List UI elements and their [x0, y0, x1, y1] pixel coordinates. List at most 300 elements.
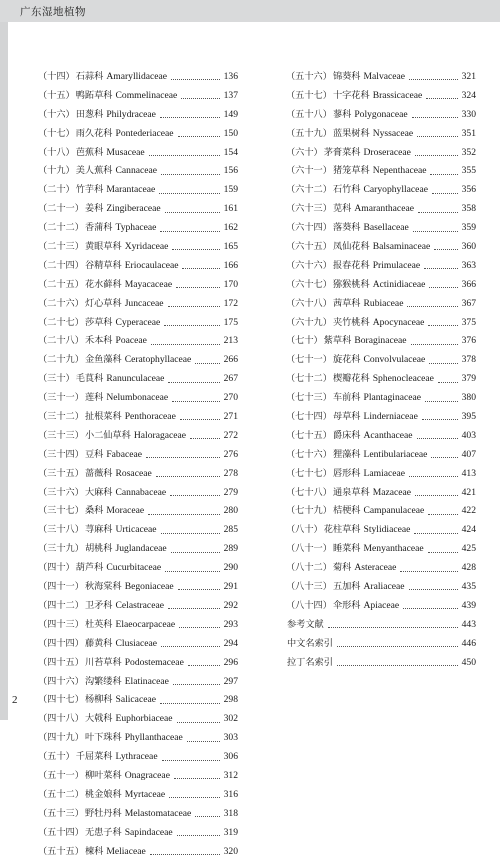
dot-leader: [438, 381, 458, 383]
entry-number: （四十五）: [38, 656, 84, 668]
dot-leader: [173, 683, 220, 685]
toc-entry: [38, 597, 238, 616]
toc-column-right: [286, 68, 476, 673]
entry-number: （二十六）: [38, 297, 84, 309]
dot-leader: [172, 400, 220, 402]
entry-number: （八十三）: [286, 581, 332, 593]
family-name-latin: Typhaceae: [115, 222, 157, 234]
toc-entry: [38, 427, 238, 446]
toc-entry: [286, 144, 476, 163]
entry-page-number: 170: [223, 278, 238, 290]
entry-page-number: 330: [461, 108, 476, 120]
entry-number: （十九）: [38, 165, 75, 177]
family-name-latin: Juncaceae: [124, 297, 164, 309]
entry-number: （八十四）: [286, 599, 332, 611]
entry-page-number: 356: [461, 184, 476, 196]
dot-leader: [177, 834, 220, 836]
toc-entry: [38, 786, 238, 805]
toc-entry: [38, 332, 238, 351]
toc-entry: [38, 389, 238, 408]
toc-entry: [286, 465, 476, 484]
toc-entry: [38, 559, 238, 578]
entry-number: （六十九）: [286, 316, 332, 328]
family-name-cn: 谷精草科: [84, 259, 122, 271]
family-name-latin: Primulaceae: [372, 259, 421, 271]
entry-page-number: 318: [223, 807, 238, 819]
dot-leader: [169, 796, 219, 798]
toc-entry: [38, 635, 238, 654]
entry-page-number: 439: [461, 599, 476, 611]
family-name-latin: Boraginaceae: [354, 335, 407, 347]
dot-leader: [170, 494, 220, 496]
entry-number: （三十一）: [38, 392, 84, 404]
entry-page-number: 443: [461, 618, 476, 630]
entry-number: （六十八）: [286, 297, 332, 309]
header-bar: [0, 0, 500, 22]
dot-leader: [148, 513, 219, 515]
entry-page-number: 355: [461, 165, 476, 177]
dot-leader: [409, 78, 458, 80]
toc-entry: [38, 805, 238, 824]
toc-entry: [38, 767, 238, 786]
toc-entry: [286, 125, 476, 144]
entry-number: （四十）: [38, 562, 75, 574]
family-name-latin: Nelumbonaceae: [106, 392, 169, 404]
entry-page-number: 294: [223, 637, 238, 649]
dot-leader: [176, 286, 220, 288]
entry-page-number: 352: [461, 146, 476, 158]
family-name-latin: Rubiaceae: [363, 297, 404, 309]
family-name-cn: 落葵科: [332, 222, 361, 234]
entry-number: （二十二）: [38, 222, 84, 234]
family-name-latin: Mayacaceae: [124, 278, 173, 290]
entry-number: （五十四）: [38, 826, 84, 838]
toc-column-left: [38, 68, 238, 861]
family-name-cn: 千屈菜科: [75, 751, 113, 763]
family-name-latin: Urticaceae: [115, 524, 157, 536]
dot-leader: [411, 343, 458, 345]
entry-page-number: 395: [461, 411, 476, 423]
entry-number: （七十一）: [286, 354, 332, 366]
page-number: 2: [12, 694, 18, 706]
family-name-cn: 楔瓣花科: [332, 373, 370, 385]
toc-entry: [38, 465, 238, 484]
entry-number: （七十）: [286, 335, 323, 347]
family-name-cn: 无患子科: [84, 826, 122, 838]
dot-leader: [337, 645, 458, 647]
family-name-cn: 灯心草科: [84, 297, 122, 309]
family-name-latin: Apiaceae: [363, 599, 400, 611]
family-name-latin: Elaeocarpaceae: [115, 618, 176, 630]
toc-entry: [286, 181, 476, 200]
family-name-latin: Poaceae: [115, 335, 147, 347]
dot-leader: [149, 154, 220, 156]
toc-entry: [38, 843, 238, 861]
toc-entry: [286, 257, 476, 276]
entry-number: （十六）: [38, 108, 75, 120]
entry-number: （四十四）: [38, 637, 84, 649]
toc-entry: [38, 87, 238, 106]
entry-page-number: 302: [223, 713, 238, 725]
dot-leader: [160, 116, 220, 118]
entry-number: （三十七）: [38, 505, 84, 517]
dot-leader: [337, 664, 458, 666]
toc-entry: [286, 295, 476, 314]
toc-entry: [286, 635, 476, 654]
entry-number: （五十九）: [286, 127, 332, 139]
family-name-latin: Campanulaceae: [363, 505, 425, 517]
toc-entry: [38, 824, 238, 843]
entry-page-number: 290: [223, 562, 238, 574]
entry-page-number: 293: [223, 618, 238, 630]
dot-leader: [432, 192, 458, 194]
family-name-cn: 五加科: [332, 581, 361, 593]
toc-entry: [38, 691, 238, 710]
family-name-latin: Cucurbitaceae: [106, 562, 162, 574]
toc-entry: [38, 351, 238, 370]
family-name-cn: 桔梗科: [332, 505, 361, 517]
entry-number: （七十九）: [286, 505, 332, 517]
family-name-latin: Caryophyllaceae: [363, 184, 428, 196]
family-name-latin: Stylidiaceae: [363, 524, 411, 536]
family-name-cn: 石竹科: [332, 184, 361, 196]
entry-page-number: 378: [461, 354, 476, 366]
entry-number: （六十四）: [286, 222, 332, 234]
dot-leader: [165, 211, 220, 213]
family-name-cn: 睡菜科: [332, 543, 361, 555]
entry-number: （八十二）: [286, 562, 332, 574]
toc-entry: [38, 314, 238, 333]
entry-number: （二十一）: [38, 203, 84, 215]
entry-number: （六十七）: [286, 278, 332, 290]
entry-page-number: 379: [461, 373, 476, 385]
dot-leader: [409, 475, 458, 477]
family-name-cn: 楝科: [84, 845, 104, 857]
family-name-latin: Menyanthaceae: [363, 543, 424, 555]
toc-entry: [286, 219, 476, 238]
dot-leader: [328, 626, 458, 628]
entry-number: （八十）: [286, 524, 323, 536]
family-name-cn: 杨柳科: [84, 694, 113, 706]
entry-page-number: 376: [461, 335, 476, 347]
family-name-latin: Polygonaceae: [354, 108, 408, 120]
entry-number: （六十）: [286, 146, 323, 158]
family-name-cn: 莎草科: [84, 316, 113, 328]
entry-number: （二十五）: [38, 278, 84, 290]
entry-page-number: 292: [223, 599, 238, 611]
family-name-cn: 荨麻科: [84, 524, 113, 536]
entry-number: （十八）: [38, 146, 75, 158]
family-name-cn: 猕猴桃科: [332, 278, 370, 290]
family-name-latin: Sapindaceae: [124, 826, 173, 838]
entry-page-number: 421: [461, 486, 476, 498]
dot-leader: [403, 607, 457, 609]
family-name-latin: Marantaceae: [106, 184, 156, 196]
dot-leader: [187, 740, 220, 742]
entry-page-number: 267: [223, 373, 238, 385]
entry-number: （三十三）: [38, 429, 84, 441]
toc-entry: [286, 276, 476, 295]
family-name-latin: Begoniaceae: [124, 581, 174, 593]
family-name-cn: 小二仙草科: [84, 429, 131, 441]
family-name-cn: 花水藓科: [84, 278, 122, 290]
toc-entry: [286, 332, 476, 351]
entry-number: （三十八）: [38, 524, 84, 536]
dot-leader: [409, 588, 458, 590]
family-name-cn: 桃金娘科: [84, 788, 122, 800]
toc-entry: [38, 295, 238, 314]
family-name-latin: Myrtaceae: [124, 788, 166, 800]
family-name-cn: 蓝果树科: [332, 127, 370, 139]
family-name-cn: 雨久花科: [75, 127, 113, 139]
entry-number: （三十二）: [38, 411, 84, 423]
dot-leader: [428, 551, 458, 553]
entry-page-number: 270: [223, 392, 238, 404]
entry-page-number: 450: [461, 656, 476, 668]
entry-number: （十五）: [38, 89, 75, 101]
entry-number: （二十）: [38, 184, 75, 196]
toc-entry: [38, 748, 238, 767]
family-name-cn: 茜草科: [332, 297, 361, 309]
family-name-cn: 石蒜科: [75, 71, 104, 82]
family-name-latin: Cyperaceae: [115, 316, 161, 328]
toc-entry: [38, 521, 238, 540]
family-name-latin: Haloragaceae: [133, 429, 187, 441]
toc-entry: [286, 540, 476, 559]
family-name-cn: 胡桃科: [84, 543, 113, 555]
toc-entry: [38, 616, 238, 635]
entry-page-number: 428: [461, 562, 476, 574]
dot-leader: [168, 305, 220, 307]
family-name-latin: Moraceae: [106, 505, 145, 517]
family-name-latin: Malvaceae: [363, 71, 406, 82]
toc-entry: [38, 540, 238, 559]
dot-leader: [190, 437, 220, 439]
toc-entry: [286, 389, 476, 408]
entry-page-number: 422: [461, 505, 476, 517]
family-name-cn: 沟繁缕科: [84, 675, 122, 687]
entry-number: （四十九）: [38, 732, 84, 744]
entry-page-number: 319: [223, 826, 238, 838]
family-name-cn: 金鱼藻科: [84, 354, 122, 366]
dot-leader: [171, 78, 220, 80]
entry-number: （五十三）: [38, 807, 84, 819]
family-name-latin: Linderniaceae: [363, 411, 418, 423]
family-name-latin: Juglandaceae: [115, 543, 167, 555]
toc-entry: [38, 654, 238, 673]
family-name-cn: 扯根菜科: [84, 411, 122, 423]
entry-page-number: 312: [223, 769, 238, 781]
family-name-cn: 野牡丹科: [84, 807, 122, 819]
entry-number: （五十八）: [286, 108, 332, 120]
entry-page-number: 161: [223, 203, 238, 215]
family-name-cn: 藤黄科: [84, 637, 113, 649]
dot-leader: [182, 267, 219, 269]
dot-leader: [177, 721, 220, 723]
family-name-cn: 大戟科: [84, 713, 113, 725]
family-name-cn: 禾本科: [84, 335, 113, 347]
toc-entry: [286, 578, 476, 597]
family-name-latin: Commelinaceae: [115, 89, 178, 101]
family-name-cn: 芭蕉科: [75, 146, 104, 158]
toc-entry: [286, 238, 476, 257]
entry-page-number: 149: [223, 108, 238, 120]
toc-entry: [38, 578, 238, 597]
dot-leader: [422, 418, 458, 420]
toc-entry: [286, 351, 476, 370]
family-name-cn: 杜英科: [84, 618, 113, 630]
family-name-cn: 豆科: [84, 448, 104, 460]
entry-page-number: 446: [461, 637, 476, 649]
family-name-latin: Lythraceae: [115, 751, 158, 763]
entry-number: （五十二）: [38, 788, 84, 800]
family-name-latin: Philydraceae: [106, 108, 156, 120]
family-name-cn: 鸭跖草科: [75, 89, 113, 101]
dot-leader: [179, 626, 219, 628]
family-name-latin: Nyssaceae: [372, 127, 414, 139]
toc-entry: [38, 502, 238, 521]
dot-leader: [165, 570, 219, 572]
entry-number: （六十六）: [286, 259, 332, 271]
toc-entry: [38, 162, 238, 181]
family-name-cn: 拉丁名索引: [287, 656, 333, 668]
family-name-latin: Rosaceae: [115, 467, 152, 479]
entry-number: （四十二）: [38, 599, 84, 611]
entry-page-number: 320: [223, 845, 238, 857]
family-name-cn: 旋花科: [332, 354, 361, 366]
family-name-cn: 茅膏菜科: [323, 146, 361, 158]
family-name-cn: 蓼科: [332, 108, 352, 120]
entry-page-number: 358: [461, 203, 476, 215]
family-name-latin: Cannabaceae: [115, 486, 167, 498]
family-name-latin: Ceratophyllaceae: [124, 354, 192, 366]
toc-entry: [38, 106, 238, 125]
family-name-cn: 夹竹桃科: [332, 316, 370, 328]
entry-page-number: 359: [461, 222, 476, 234]
family-name-cn: 桑科: [84, 505, 104, 517]
entry-number: （八十一）: [286, 543, 332, 555]
entry-number: （六十五）: [286, 241, 332, 253]
dot-leader: [424, 267, 458, 269]
toc-entry: [286, 68, 476, 87]
entry-number: （四十三）: [38, 618, 84, 630]
entry-page-number: 351: [461, 127, 476, 139]
dot-leader: [418, 211, 458, 213]
family-name-latin: Mazaceae: [372, 486, 412, 498]
family-name-latin: Zingiberaceae: [106, 203, 161, 215]
dot-leader: [414, 532, 457, 534]
dot-leader: [428, 513, 457, 515]
family-name-cn: 莲科: [84, 392, 104, 404]
entry-page-number: 366: [461, 278, 476, 290]
toc-entry: [38, 446, 238, 465]
dot-leader: [188, 664, 220, 666]
family-name-cn: 十字花科: [332, 89, 370, 101]
toc-entry: [286, 502, 476, 521]
entry-page-number: 289: [223, 543, 238, 555]
toc-entry: [38, 181, 238, 200]
family-name-cn: 蔷薇科: [84, 467, 113, 479]
family-name-cn: 黄眼草科: [84, 241, 122, 253]
entry-page-number: 298: [223, 694, 238, 706]
dot-leader: [429, 362, 457, 364]
entry-page-number: 272: [223, 429, 238, 441]
entry-page-number: 137: [223, 89, 238, 101]
entry-number: （三十）: [38, 373, 75, 385]
family-name-latin: Fabaceae: [106, 448, 142, 460]
toc-entry: [286, 200, 476, 219]
toc-entry: [286, 654, 476, 673]
entry-page-number: 266: [223, 354, 238, 366]
entry-number: （二十七）: [38, 316, 84, 328]
family-name-cn: 紫草科: [323, 335, 352, 347]
family-name-cn: 叶下珠科: [84, 732, 122, 744]
entry-number: （五十）: [38, 751, 75, 763]
family-name-cn: 美人蕉科: [75, 165, 113, 177]
toc-entry: [286, 87, 476, 106]
toc-entry: [38, 370, 238, 389]
family-name-cn: 花柱草科: [323, 524, 361, 536]
family-name-latin: Celastraceae: [115, 599, 164, 611]
dot-leader: [415, 494, 458, 496]
entry-page-number: 380: [461, 392, 476, 404]
family-name-latin: Meliaceae: [106, 845, 146, 857]
entry-number: （七十三）: [286, 392, 332, 404]
entry-number: （三十四）: [38, 448, 84, 460]
dot-leader: [162, 759, 220, 761]
dot-leader: [429, 286, 457, 288]
dot-leader: [161, 645, 220, 647]
family-name-latin: Pontederiaceae: [115, 127, 174, 139]
entry-number: （七十五）: [286, 429, 332, 441]
entry-page-number: 172: [223, 297, 238, 309]
family-name-latin: Eriocaulaceae: [124, 259, 179, 271]
family-name-cn: 卫矛科: [84, 599, 113, 611]
entry-number: （二十九）: [38, 354, 84, 366]
entry-page-number: 159: [223, 184, 238, 196]
entry-page-number: 425: [461, 543, 476, 555]
entry-number: （五十七）: [286, 89, 332, 101]
entry-page-number: 213: [223, 335, 238, 347]
entry-page-number: 154: [223, 146, 238, 158]
entry-number: （七十八）: [286, 486, 332, 498]
family-name-latin: Araliaceae: [363, 581, 405, 593]
entry-page-number: 407: [461, 448, 476, 460]
toc-entry: [38, 257, 238, 276]
dot-leader: [412, 116, 458, 118]
dot-leader: [181, 97, 219, 99]
entry-page-number: 165: [223, 241, 238, 253]
entry-number: （二十四）: [38, 259, 84, 271]
toc-entry: [38, 68, 238, 87]
family-name-cn: 菊科: [332, 562, 352, 574]
dot-leader: [400, 570, 457, 572]
family-name-latin: Penthoraceae: [124, 411, 176, 423]
family-name-latin: Plantaginaceae: [363, 392, 422, 404]
toc-entry: [286, 106, 476, 125]
entry-number: （四十一）: [38, 581, 84, 593]
family-name-cn: 凤仙花科: [332, 241, 370, 253]
family-name-latin: Asteraceae: [354, 562, 397, 574]
family-name-latin: Amaranthaceae: [354, 203, 414, 215]
family-name-cn: 秋海棠科: [84, 581, 122, 593]
entry-number: （六十二）: [286, 184, 332, 196]
entry-number: （二十三）: [38, 241, 84, 253]
family-name-cn: 苋科: [332, 203, 352, 215]
family-name-cn: 通泉草科: [332, 486, 370, 498]
entry-page-number: 285: [223, 524, 238, 536]
dot-leader: [415, 154, 458, 156]
